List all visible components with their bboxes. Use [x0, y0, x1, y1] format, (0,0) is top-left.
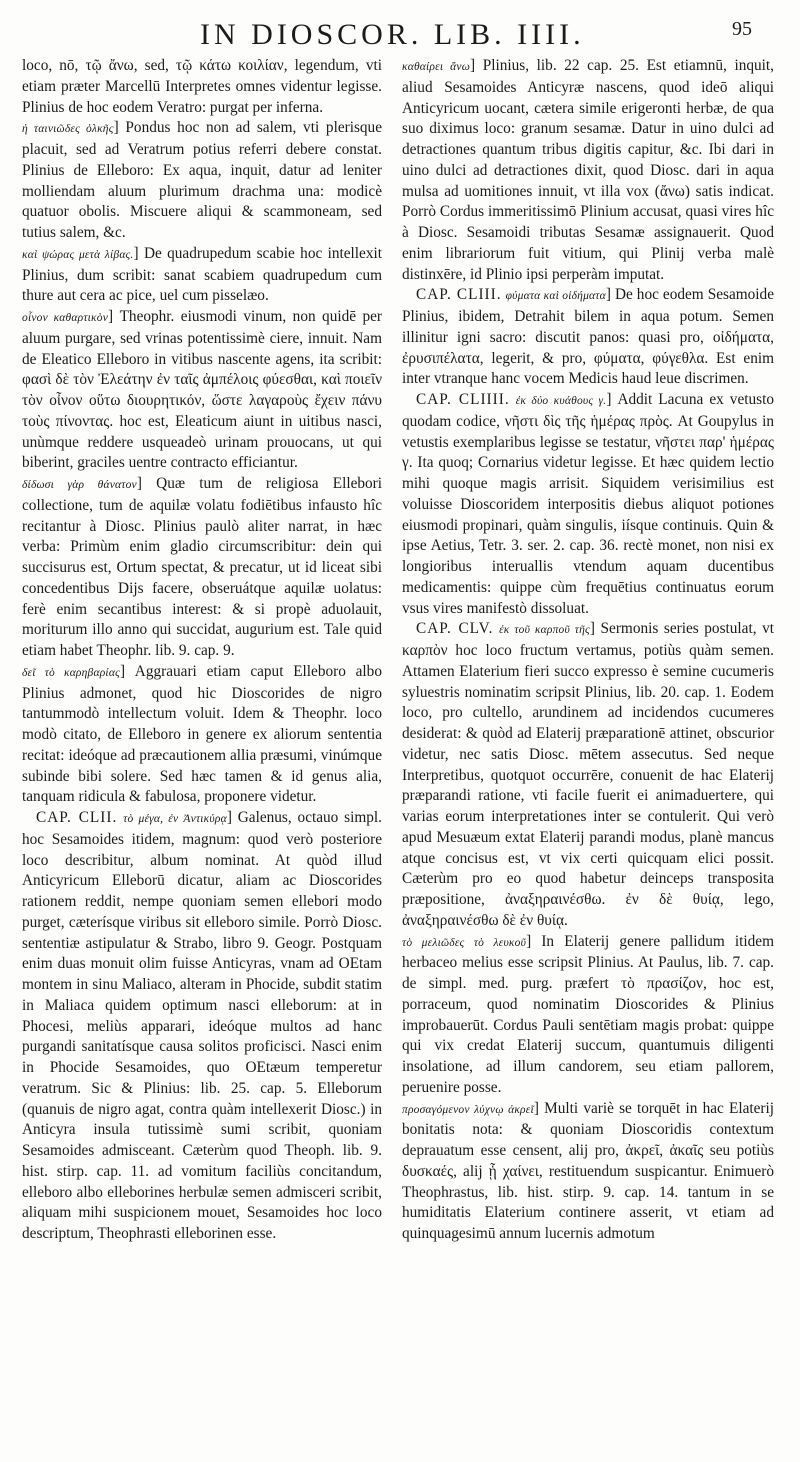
running-head: IN DIOSCOR. LIB. IIII. — [200, 18, 585, 51]
commentary-entry — [402, 932, 774, 1099]
greek-lemma: ἐκ τοῦ καρποῦ τῆς — [499, 624, 590, 637]
greek-lemma: δεῖ τὸ καρηβαρίας — [22, 666, 120, 679]
chapter-paragraph — [402, 619, 774, 931]
page-header — [0, 14, 800, 54]
paragraph-text: ] Addit Lacuna ex vetusto quodam codice, νῆστι δὶς τῆς ἡμέρας πρὸς. At Goupylus in vetustis exemplaribus legisse se testatur, νῆστει παρ' ἡμέρας γ. Ita quoq; Cornarius videtur legisse. Et hæc quidem lectio mihi quoque magis arrisit. Siquidem verisimilius est voluisse Dioscoridem interpositis diebus aliquot potiones eiusmodi propinari, quàm singulis, iísque continuis. Quin & ipse Aetius, Tetr. 3. ser. 2. cap. 36. rectè monet, non nisi ex longioribus interuallis vtendum aquam ducentibus medicamentis: quippe cùm frequētius continuatus eorum vsus vires manifestò dissoluat. — [402, 391, 774, 617]
commentary-entry — [22, 474, 382, 662]
greek-lemma: οἶνον καθαρτικὸν — [22, 312, 109, 324]
paragraph-text: ] Pondus hoc non ad salem, vti plerisque placuit, sed ad Veratrum potius referri debere constat. Plinius de Elleboro: Ex aqua, inquit, datur ad leniter molliendam aluum plurimum drachma una: modicè quatuor obolis. Miscuere aliqui & scammoneam, sed tutius salem, &c. — [22, 119, 382, 241]
chapter-paragraph — [22, 808, 382, 1245]
paragraph-text: ] Multi variè se torquēt in hac Elaterij bonitatis nota: & quoniam Dioscoridis contextum deprauatum esse censent, alij pro, ἀκρεῖ, ἀκαῖς seu potiùs δυσκαές, alij ᾗ χαίνει, restituendum suspicantur. Enimuerò Theophrastus, lib. hist. stirp. 9. cap. 14. tantum in se humiditatis Elaterium continere asserit, vt etiam ad quinquagesimū annum lucernis admotum — [402, 1099, 774, 1242]
commentary-entry — [402, 1099, 774, 1245]
commentary-entry — [22, 244, 382, 307]
paragraph-text: ] Quæ tum de religiosa Ellebori collectione, tum de aquilæ volatu fodiētibus infausto hîc recitantur à Diosc. Plinius paulò aliter narrat, in hæc verba: Primùm enim gladio circumscribitur: dein qui succisurus est, Ortum spectat, & precatur, ut id liceat sibi concedentibus Dijs facere, obseruátque aquilæ uolatus: ferè enim secantibus interest: & si propè aduolauit, moriturum illo anno qui succidat, augurium est. Tale quid etiam habet Theophr. lib. 9. cap. 9. — [22, 475, 383, 659]
greek-lemma: ἡ ταινιῶδες ὁλκῆς — [22, 123, 114, 136]
paragraph-text: ] In Elaterij genere pallidum itidem herbaceo melius esse scripsit Plinius. At Paulus, lib. 7. cap. de simpl. med. purg. præfert τὸ πρασίζον, hoc est, porraceum, quod nominatim Dioscorides & Plinius improbauerūt. Cordus Pauli sentētiam magis probat: quippe qui vix credat Elaterij succum, quantumuis diligenti insolatione, ad illum candorem, seu etiam pallorem, peruenire posse. — [402, 932, 774, 1096]
chapter-heading: CAP. CLIII. — [416, 286, 502, 304]
right-column — [402, 56, 774, 1245]
paragraph-text: ] De quadrupedum scabie hoc intellexit Plinius, dum scribit: sanat scabiem quadrupedum cum thure aut cera ac pice, uel cum pisselæo. — [22, 244, 382, 305]
commentary-entry — [402, 56, 774, 285]
commentary-entry — [22, 662, 382, 808]
greek-lemma: τὸ μέγα, ἐν Ἀντικύρᾳ — [123, 813, 227, 825]
chapter-heading: CAP. CLIIII. — [416, 391, 510, 408]
paragraph-text: ] Plinius, lib. 22 cap. 25. Est etiamnū, inquit, aliud Sesamoides Anticyræ nascens, quod ideō aliqui Anticyricum uocant, cætera simile erigeronti herbæ, de qua suo diximus loco: granum sesamæ. Datur in uino dulci ad detractiones quantum tribus digitis capitur, &c. Ibi dari in uino dulci ad detractiones dixit, quod Diosc. dari in aqua mulsa ad uomitiones innuit, vt illa vox (ἄνω) satis indicat. Porrò Cordus immeritissimō Plinium accusat, quasi vires hîc à Diosc. Sesamoidi tributas Sesamæ assignauerit. Quod enim librariorum fuit vitium, qui Plinij verba malè distinxēre, id Plinio ipsi perperàm imputat. — [402, 57, 774, 283]
chapter-heading: CAP. CLII. — [36, 809, 118, 826]
greek-lemma: δίδωσι γὰρ θάνατον — [22, 479, 137, 491]
greek-lemma: καὶ ψώρας μετὰ λίβας. — [22, 248, 134, 261]
page-number: 95 — [732, 18, 752, 40]
greek-lemma: ἐκ δύο κυάθους γ. — [515, 395, 607, 407]
chapter-paragraph — [402, 285, 774, 390]
chapter-paragraph — [402, 390, 774, 619]
greek-lemma: τὸ μελιῶδες τὸ λευκοῦ — [402, 936, 527, 949]
commentary-entry — [22, 307, 382, 474]
commentary-entry — [22, 118, 382, 244]
paragraph-text: ] Aggrauari etiam caput Elleboro albo Plinius admonet, quod hic Dioscorides de nigro tantummodò intellectum voluit. Idem & Theophr. loco modò citato, de Elleboro in genere ex aliorum sententia recitat: ideóque ad præcautionem allia præsumi, vinúmque subinde bibi solere. Sed hæc tamen & id genus alia, tanquam ridicula & fabulosa, proponere videtur. — [22, 662, 382, 806]
paragraph-text: loco, nō, τῷ ἄνω, sed, τῷ κάτω κοιλίαν, legendum, vti etiam præter Marcellū Interpretes omnes videntur legisse. Plinius de hoc eodem Veratro: purgat per inferna. — [22, 57, 382, 116]
greek-lemma: καθαίρει ἄνω — [402, 61, 471, 73]
greek-lemma: φύματα καὶ οἰδήματα — [505, 290, 606, 303]
left-column — [22, 56, 382, 1245]
paragraph-text: ] De hoc eodem Sesamoide Plinius, ibidem, Detrahit bilem in aqua potum. Semen illinitur igni sacro: discutit panos: quasi pro, οἰδήματα, ἐρυσιπέλατα, legerit, & pro, φύματα, φύγεθλα. Est enim inter vtranque hanc vocem Medicis haud leue discrimen. — [402, 286, 774, 388]
greek-lemma: προσαγόμενον λύχνῳ ἀκρεῖ — [402, 1103, 534, 1116]
chapter-heading: CAP. CLV. — [416, 620, 494, 638]
paragraph-text: ] Sermonis series postulat, vt καρπὸν hoc loco fructum vertamus, potiùs quàm semen. Attamen Elaterium fieri succo expresso è semine cucumeris syluestris nominatim scripsit Plinius, lib. 20. cap. 1. Eodem loco, pro cultello, arundinem ad incidendos cucumeres desiderat: & quòd ad Elaterij præparationē attinet, obscurior videtur, nec satis Diosc. mētem assecutus. Sed neque Interpretibus, quotquot occurrēre, conuenit de hac Elaterij præparandi ratione, vti facile fuerit ei animaduertere, qui varias eorum interpretationes inter se contulerit. Qui verò apud Mesuæum extat Elaterij parandi modus, planè mancus atque concisus est, vt vix certi quicquam elici possit. Cæterùm pro eo quod habetur deinceps transposita præpositione, ἀναξηραινέσθω. ἐν δὲ θυίᾳ, lego, ἀναξηραινέσθω δὲ ἐν θυίᾳ. — [402, 620, 775, 929]
paragraph-text: ] Theophr. eiusmodi vinum, non quidē per aluum purgare, sed vrinas potentissimè ciere, innuit. Nam de Eleatico Elleboro in vitibus nascente agens, ita scribit: φασὶ δὲ τὸν Ἐλεάτην ἐν ταῖς ἀμπέλοις φύεσθαι, καὶ ποιεῖν τὸν οἶνον οὕτω διουρητικόν, ὥστε λαγαροὺς ἔχειν πάνυ τοὺς πίνοντας. hoc est, Eleaticum aiunt in uitibus nasci, unùmque reddere usqueadeò urinam prouocans, ut qui biberint, graciles uentre contracto efficiantur. — [22, 308, 382, 472]
continued-paragraph — [22, 56, 382, 118]
paragraph-text: ] Galenus, octauo simpl. hoc Sesamoides itidem, magnum: quod verò posteriore loco describitur, album nominat. At quòd illud Anticyricum Elleborū dicatur, aliam ac Dioscorides rationem reddit, nempe quoniam semen ellebori modo purget, cæterísque viribus sit elleboro simile. Porrò Diosc. sententiæ astipulatur & Strabo, libro 9. Geogr. Postquam enim duas monuit olim fuisse Anticyras, vnam ad OEtam montem in sinu Maliaco, alteram in Phocide, subdit statim in Maliaca quidem optimum nasci elleborum: at in Phocesi, meliùs apparari, ideóque multos ad hanc purgandi sanitatísque causa solitos proficisci. Nasci enim in Phocide Sesamoides, quo OEtæum temperetur veratrum. Sic & Plinius: lib. 25. cap. 5. Elleborum (quanuis de nigro agat, contra quàm intellexerit Diosc.) in Anticyra insula tutissimè sumi scribit, quoniam Sesamoides admisceant. Cæterùm quod Theoph. lib. 9. hist. stirp. cap. 11. ad vomitum faciliùs concitandum, elleboro albo elleborines herbulæ semen admisceri scribit, aliquam mihi suspicionem mouet, Sesamoides hoc loco descriptum, Theophrasti elleborinen esse. — [22, 809, 382, 1242]
